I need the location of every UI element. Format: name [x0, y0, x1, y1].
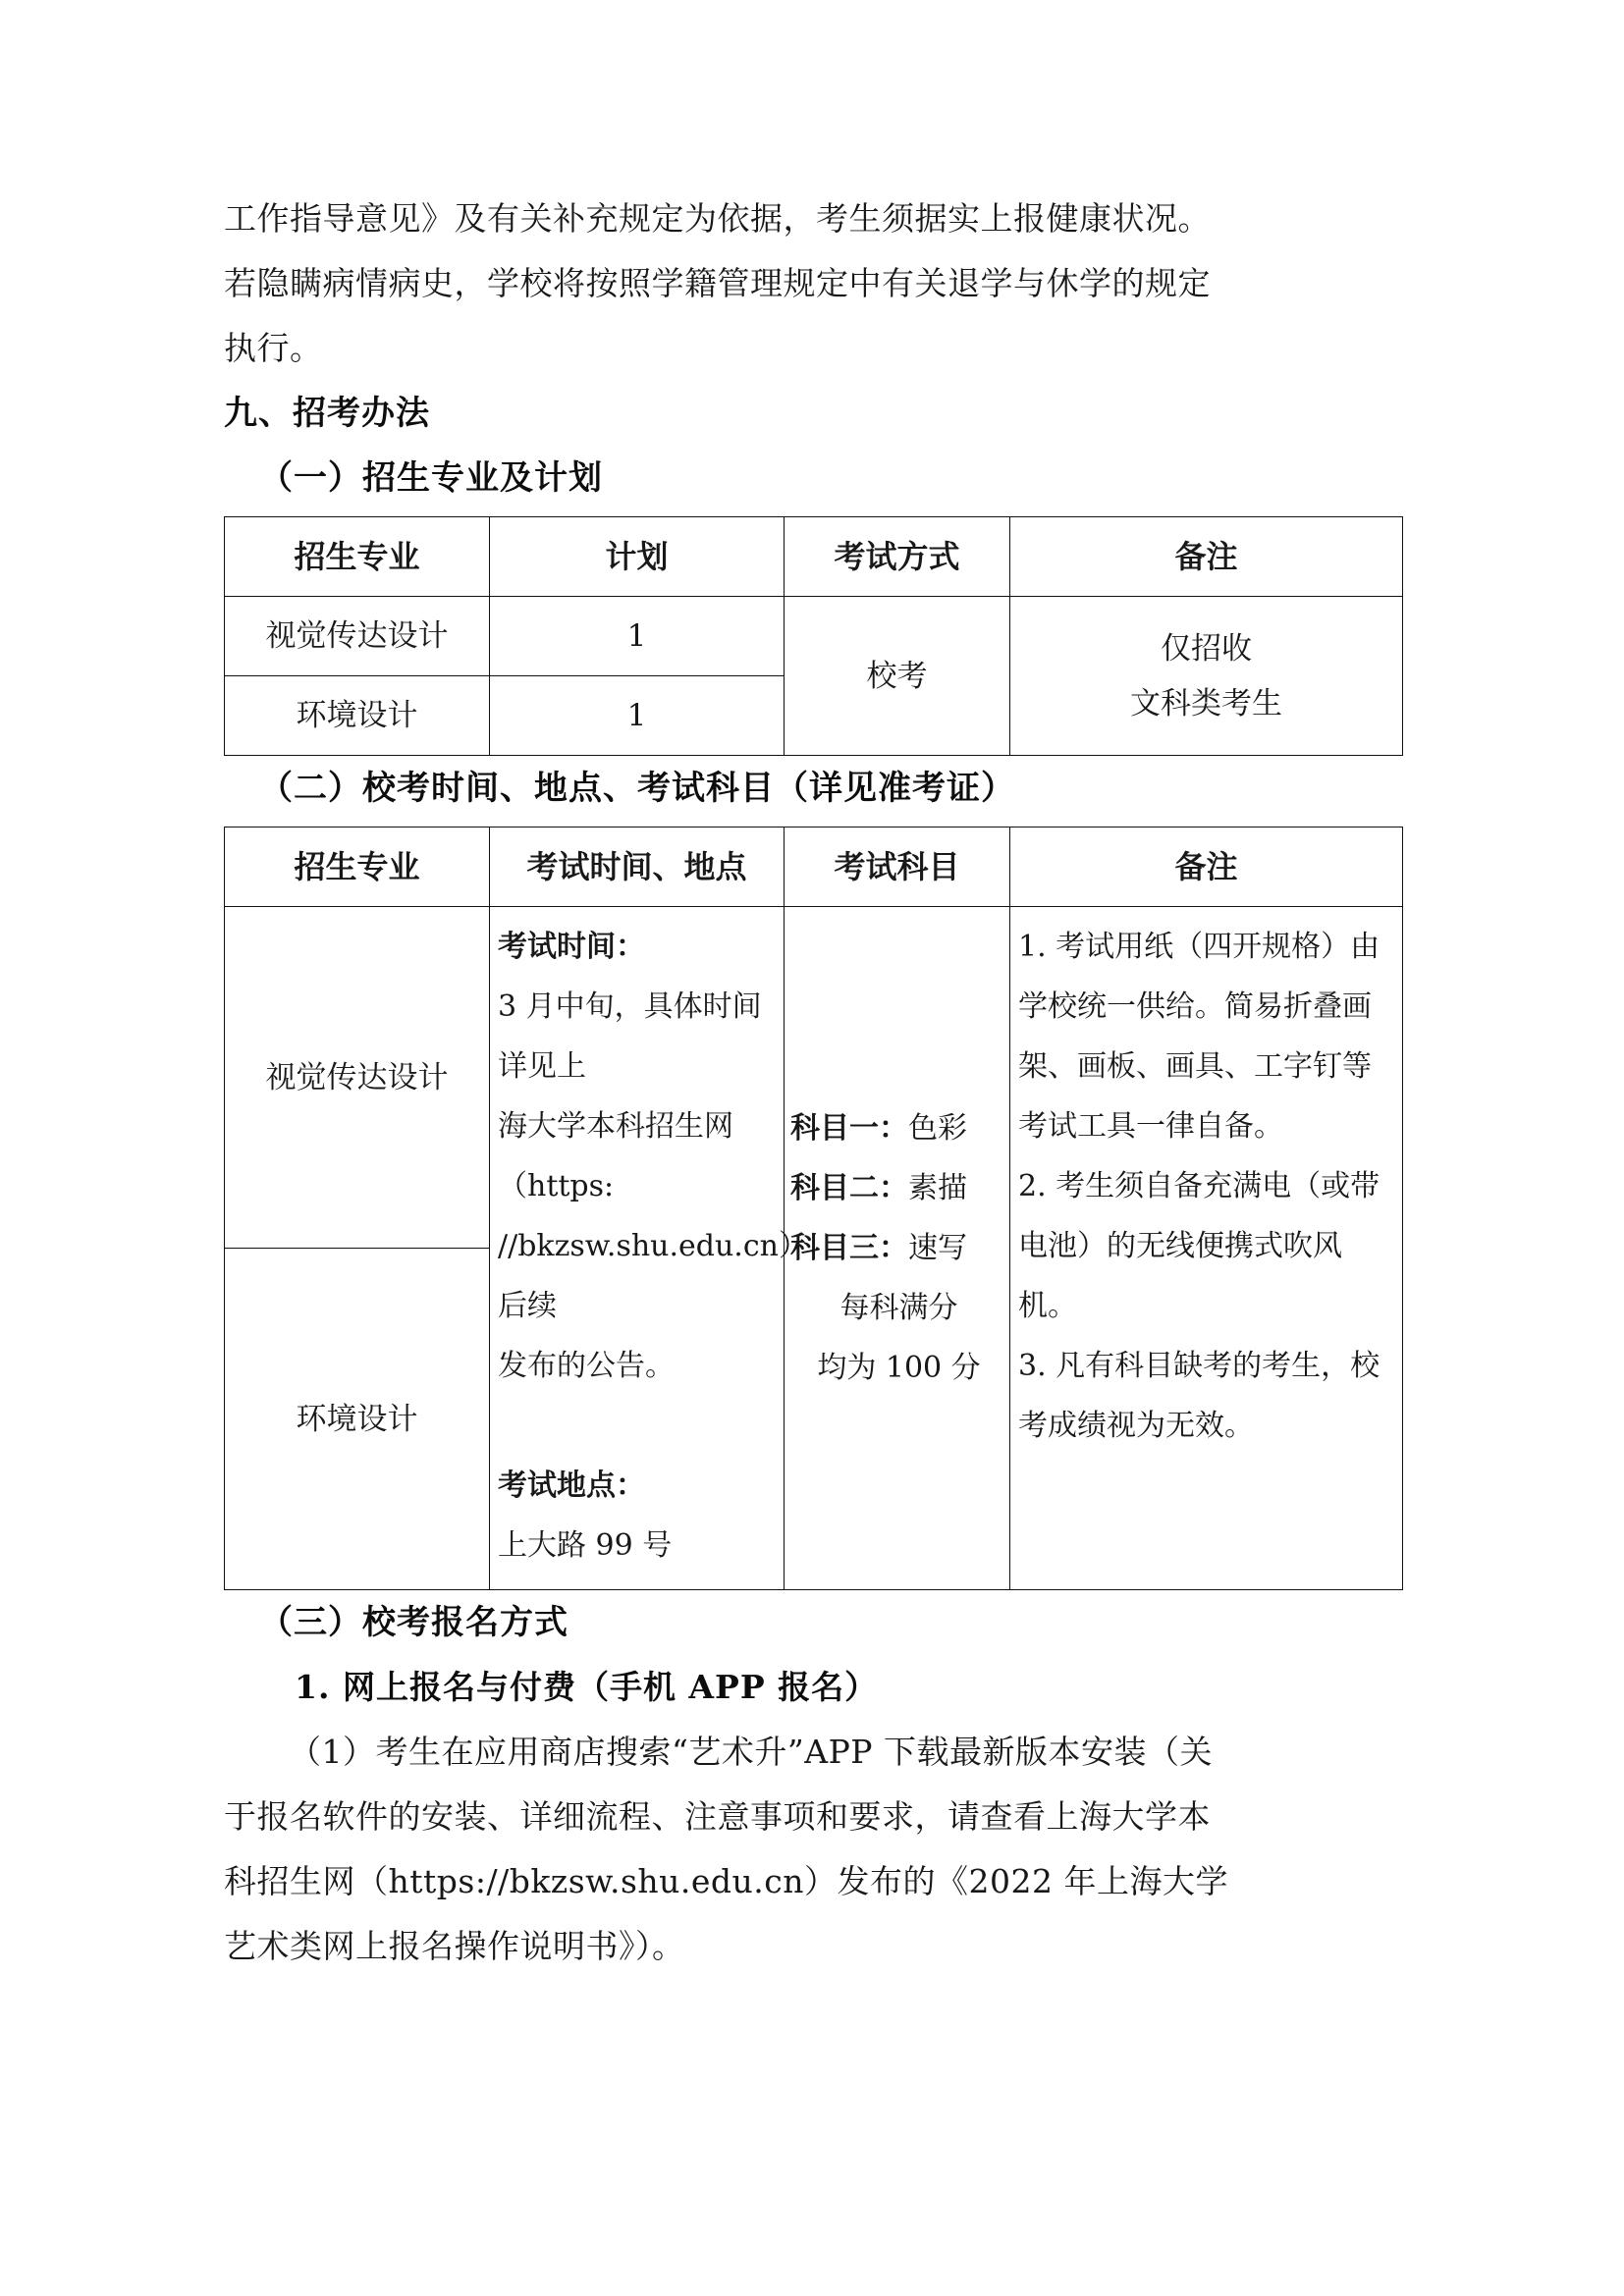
subject-row — [790, 1218, 1007, 1278]
major-cell: 视觉传达设计 — [225, 907, 490, 1249]
note-line: 学校统一供给。简易折叠画 — [1018, 989, 1372, 1024]
exam-place-label: 考试地点： — [498, 1468, 645, 1503]
table-header-cell: 考试科目 — [785, 828, 1010, 907]
note-line: 考成绩视为无效。 — [1018, 1409, 1254, 1443]
note-cell — [1010, 597, 1403, 756]
exam-mode-cell: 校考 — [785, 597, 1010, 756]
subsection-heading-two: （二）校考时间、地点、考试科目（详见准考证） — [259, 769, 1015, 808]
exam-subjects-cell — [785, 907, 1010, 1590]
plan-cell: 1 — [490, 597, 785, 676]
subject-value: 色彩 — [908, 1111, 967, 1146]
subject-value: 速写 — [908, 1231, 967, 1265]
table-row — [225, 907, 1403, 1249]
subject-label: 科目二： — [790, 1171, 908, 1205]
exam-time-label: 考试时间： — [498, 930, 645, 964]
subsection-heading-three: （三）校考报名方式 — [259, 1603, 568, 1642]
note-line: 2. 考生须自备充满电（或带 — [1018, 1169, 1380, 1203]
note-line: 3. 凡有科目缺考的考生，校 — [1018, 1349, 1380, 1383]
exam-time-line: 3 月中旬，具体时间详见上 — [498, 989, 762, 1084]
table-header-cell: 考试方式 — [785, 517, 1010, 597]
table-header-row — [225, 517, 1403, 597]
note-line: 仅招收 — [1161, 630, 1252, 667]
table-header-cell: 招生专业 — [225, 517, 490, 597]
subject-value: 素描 — [908, 1171, 967, 1205]
paragraph-line: 执行。 — [224, 329, 323, 367]
exam-time-place-cell — [490, 907, 808, 1590]
table-header-cell: 考试时间、地点 — [490, 828, 785, 907]
note-line: 考试工具一律自备。 — [1018, 1109, 1283, 1144]
note-line: 架、画板、画具、工字钉等 — [1018, 1049, 1372, 1084]
paragraph-line: 若隐瞒病情病史，学校将按照学籍管理规定中有关退学与休学的规定 — [224, 264, 1211, 302]
note-line: 1. 考试用纸（四开规格）由 — [1018, 930, 1380, 964]
section-heading-nine: 九、招考办法 — [224, 394, 430, 433]
exam-time-line: //bkzsw.shu.edu.cn）后续 — [498, 1229, 808, 1323]
bottom-paragraph-block — [224, 1720, 1402, 1979]
paragraph-line: 科招生网（https://bkzsw.shu.edu.cn）发布的《2022 年上海大学 — [224, 1862, 1228, 1900]
note-line: 文科类考生 — [1130, 685, 1282, 721]
blank-line — [498, 1396, 780, 1456]
subject-score-line: 每科满分 — [839, 1291, 958, 1325]
major-cell: 环境设计 — [225, 676, 490, 756]
subject-row — [790, 1158, 1007, 1218]
subject-label: 科目一： — [790, 1111, 908, 1146]
major-cell: 环境设计 — [225, 1249, 490, 1590]
paragraph-text: （1）考生在应用商店搜索“艺术升”APP 下载最新版本安装（关 — [289, 1733, 1213, 1771]
plan-cell: 1 — [490, 676, 785, 756]
exam-place-value: 上大路 99 号 — [498, 1528, 673, 1563]
subject-score-line: 均为 100 分 — [817, 1351, 981, 1385]
subject-label: 科目三： — [790, 1231, 908, 1265]
table-header-cell: 备注 — [1010, 517, 1403, 597]
table-header-cell: 招生专业 — [225, 828, 490, 907]
note-line: 机。 — [1018, 1289, 1077, 1323]
admission-plan-table — [224, 516, 1403, 756]
table-header-cell: 计划 — [490, 517, 785, 597]
table-header-row — [225, 828, 1403, 907]
subject-row — [790, 1098, 1007, 1158]
paragraph-line — [224, 1720, 1402, 1785]
table-header-cell: 备注 — [1010, 828, 1403, 907]
exam-notes-cell — [1010, 907, 1403, 1590]
exam-time-line: 海大学本科招生网（https: — [498, 1109, 733, 1203]
paragraph-line: 工作指导意见》及有关补充规定为依据，考生须据实上报健康状况。 — [224, 199, 1211, 238]
subsection-heading-one: （一）招生专业及计划 — [259, 458, 603, 498]
note-line: 电池）的无线便携式吹风 — [1018, 1229, 1342, 1263]
item-heading-one: 1. 网上报名与付费（手机 APP 报名） — [295, 1668, 879, 1706]
paragraph-line: 艺术类网上报名操作说明书》）。 — [224, 1927, 685, 1965]
top-paragraph-block — [224, 187, 1402, 381]
paragraph-line: 于报名软件的安装、详细流程、注意事项和要求，请查看上海大学本 — [224, 1797, 1211, 1836]
table-row — [225, 597, 1403, 676]
exam-time-line: 发布的公告。 — [498, 1349, 675, 1383]
exam-schedule-table — [224, 827, 1403, 1590]
document-content — [224, 187, 1402, 1979]
major-cell: 视觉传达设计 — [225, 597, 490, 676]
